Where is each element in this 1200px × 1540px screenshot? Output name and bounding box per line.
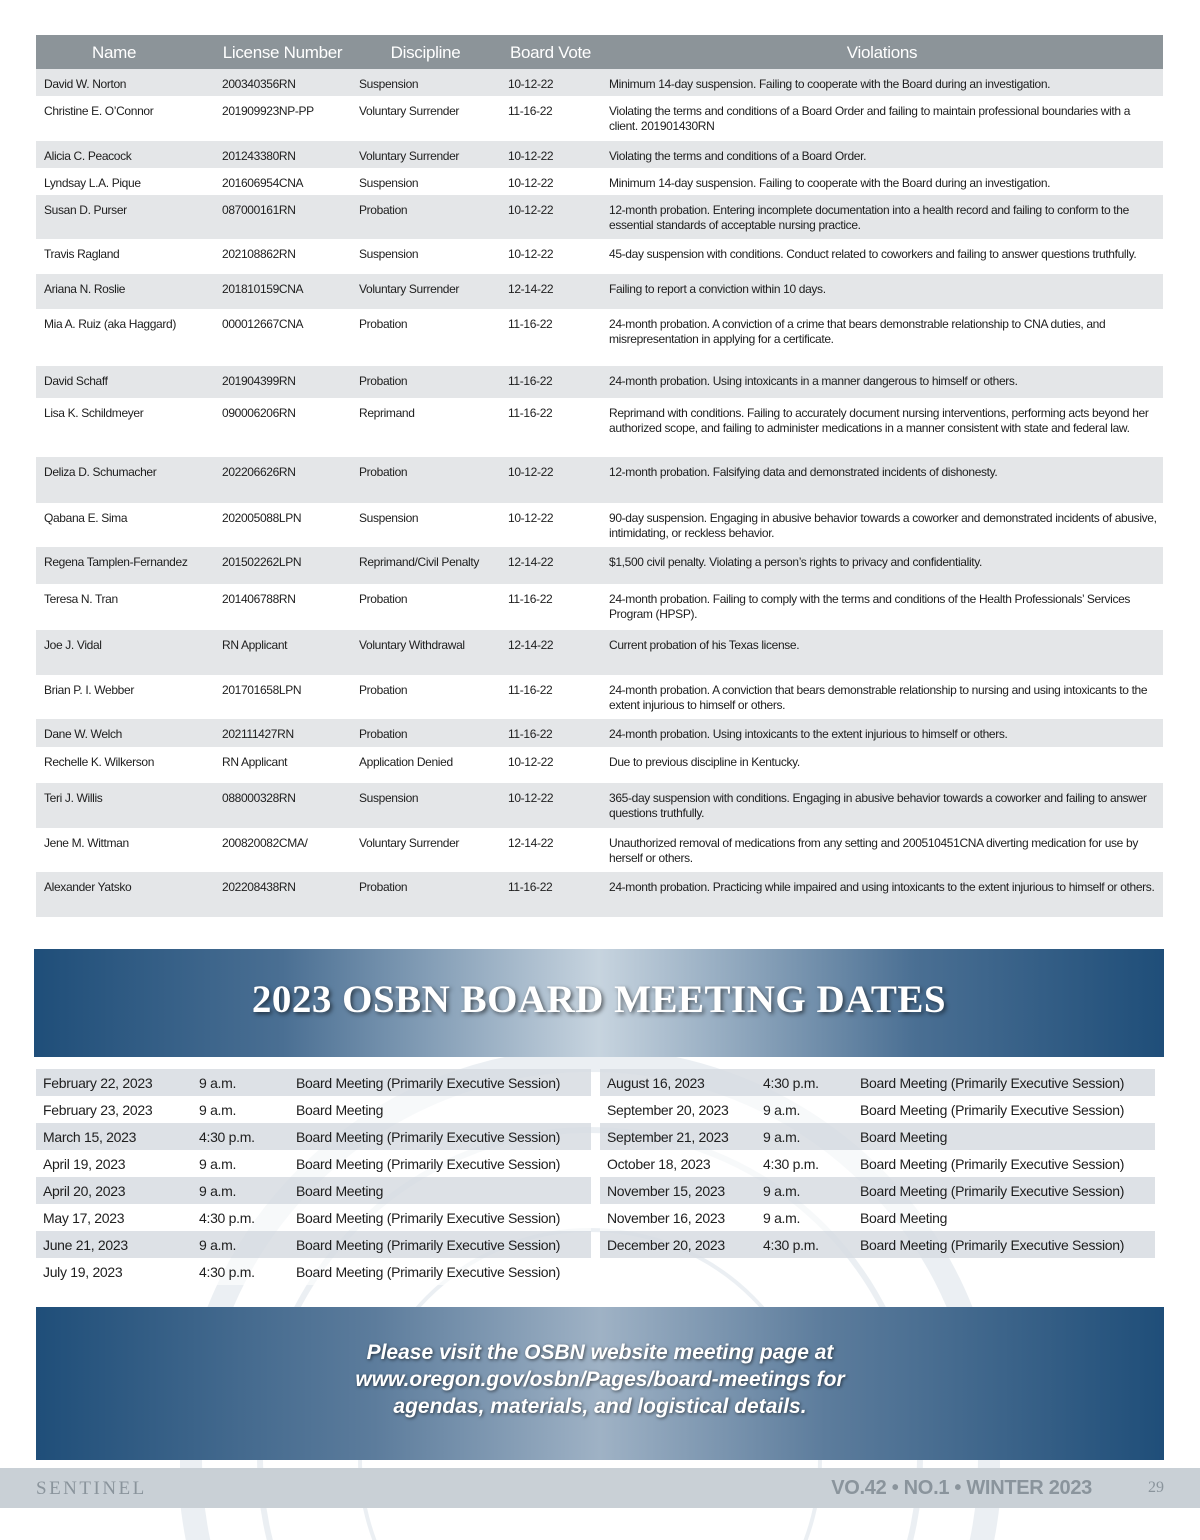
meeting-date: October 18, 2023 (600, 1150, 756, 1177)
cell-name: Travis Ragland (36, 239, 214, 274)
cell-discipline: Suspension (351, 239, 500, 274)
cell-name: Rechelle K. Wilkerson (36, 747, 214, 783)
meeting-date: February 22, 2023 (36, 1069, 192, 1096)
table-row (36, 675, 1163, 719)
table-row (36, 195, 1163, 239)
table-row (36, 366, 1163, 398)
meeting-type: Board Meeting (Primarily Executive Session) (289, 1069, 591, 1096)
cell-name: Ariana N. Roslie (36, 274, 214, 309)
table-header-row (36, 35, 1163, 69)
table-row (36, 239, 1163, 274)
meeting-row (600, 1096, 1155, 1123)
meeting-date: April 19, 2023 (36, 1150, 192, 1177)
meeting-time: 9 a.m. (192, 1231, 289, 1258)
cell-violations: 24-month probation. A conviction that bears demonstrable relationship to nursing and using intoxicants to the extent injurious to himself or others. (601, 675, 1163, 719)
cell-vote: 10-12-22 (500, 69, 601, 96)
cell-discipline: Reprimand/Civil Penalty (351, 547, 500, 584)
meeting-row (600, 1177, 1155, 1204)
cell-name: Teri J. Willis (36, 783, 214, 828)
cell-discipline: Probation (351, 872, 500, 917)
meeting-time: 9 a.m. (192, 1069, 289, 1096)
cell-vote: 10-12-22 (500, 239, 601, 274)
meeting-time: 9 a.m. (192, 1096, 289, 1123)
cell-license: 201243380RN (214, 141, 351, 168)
cell-violations: Current probation of his Texas license. (601, 630, 1163, 675)
cell-violations: Minimum 14-day suspension. Failing to cooperate with the Board during an investigation. (601, 168, 1163, 195)
visit-line-2: www.oregon.gov/osbn/Pages/board-meetings for (355, 1368, 845, 1391)
cell-violations: 24-month probation. Failing to comply with the terms and conditions of the Health Professionals’ Services Program (HPSP). (601, 584, 1163, 630)
cell-violations: Failing to report a conviction within 10 days. (601, 274, 1163, 309)
meeting-time: 4:30 p.m. (756, 1231, 853, 1258)
cell-name: Lisa K. Schildmeyer (36, 398, 214, 457)
meeting-type: Board Meeting (Primarily Executive Session) (853, 1096, 1155, 1123)
table-row (36, 503, 1163, 547)
cell-vote: 12-14-22 (500, 547, 601, 584)
cell-violations: Due to previous discipline in Kentucky. (601, 747, 1163, 783)
cell-license: 201606954CNA (214, 168, 351, 195)
page-footer (0, 1468, 1200, 1508)
cell-name: Regena Tamplen-Fernandez (36, 547, 214, 584)
cell-name: Deliza D. Schumacher (36, 457, 214, 503)
cell-discipline: Suspension (351, 783, 500, 828)
table-row (36, 141, 1163, 168)
cell-vote: 11-16-22 (500, 309, 601, 366)
cell-violations: 24-month probation. A conviction of a crime that bears demonstrable relationship to CNA duties, and misrepresentation in applying for a certificate. (601, 309, 1163, 366)
meeting-type: Board Meeting (Primarily Executive Session) (853, 1150, 1155, 1177)
meeting-row (600, 1204, 1155, 1231)
meeting-type: Board Meeting (Primarily Executive Session) (289, 1150, 591, 1177)
header-license: License Number (214, 35, 351, 69)
meeting-row (36, 1204, 591, 1231)
meeting-date: November 16, 2023 (600, 1204, 756, 1231)
meeting-date: May 17, 2023 (36, 1204, 192, 1231)
meeting-time: 9 a.m. (756, 1204, 853, 1231)
visit-line-3: agendas, materials, and logistical details. (393, 1395, 807, 1418)
meeting-type: Board Meeting (289, 1177, 591, 1204)
cell-discipline: Application Denied (351, 747, 500, 783)
issue-label: VO.42 • NO.1 • WINTER 2023 (831, 1477, 1092, 1499)
table-row (36, 274, 1163, 309)
meeting-type: Board Meeting (Primarily Executive Session) (853, 1177, 1155, 1204)
cell-violations: 24-month probation. Using intoxicants to the extent injurious to himself or others. (601, 719, 1163, 747)
cell-discipline: Reprimand (351, 398, 500, 457)
page-number: 29 (1148, 1479, 1164, 1496)
cell-vote: 11-16-22 (500, 584, 601, 630)
meeting-time: 4:30 p.m. (756, 1069, 853, 1096)
cell-license: 000012667CNA (214, 309, 351, 366)
cell-discipline: Probation (351, 584, 500, 630)
cell-vote: 11-16-22 (500, 398, 601, 457)
meeting-date: September 21, 2023 (600, 1123, 756, 1150)
meeting-time: 9 a.m. (756, 1177, 853, 1204)
meeting-time: 4:30 p.m. (192, 1204, 289, 1231)
discipline-table (36, 35, 1163, 917)
meeting-time: 4:30 p.m. (756, 1150, 853, 1177)
cell-license: 202005088LPN (214, 503, 351, 547)
cell-discipline: Probation (351, 309, 500, 366)
publication-name: SENTINEL (36, 1478, 147, 1499)
meeting-date: February 23, 2023 (36, 1096, 192, 1123)
meeting-date: March 15, 2023 (36, 1123, 192, 1150)
cell-discipline: Suspension (351, 503, 500, 547)
meeting-row (36, 1177, 591, 1204)
meeting-row (36, 1231, 591, 1258)
meeting-date: July 19, 2023 (36, 1258, 192, 1285)
table-row (36, 719, 1163, 747)
meeting-time: 9 a.m. (192, 1150, 289, 1177)
cell-vote: 12-14-22 (500, 828, 601, 872)
meeting-list-right (600, 1069, 1155, 1258)
cell-license: 201909923NP-PP (214, 96, 351, 141)
cell-vote: 10-12-22 (500, 168, 601, 195)
cell-license: 201502262LPN (214, 547, 351, 584)
cell-vote: 11-16-22 (500, 872, 601, 917)
cell-name: Alicia C. Peacock (36, 141, 214, 168)
cell-discipline: Probation (351, 719, 500, 747)
header-name: Name (36, 35, 214, 69)
cell-license: 202206626RN (214, 457, 351, 503)
cell-violations: Minimum 14-day suspension. Failing to cooperate with the Board during an investigation. (601, 69, 1163, 96)
cell-name: David W. Norton (36, 69, 214, 96)
meeting-dates-banner (34, 949, 1164, 1057)
table-row (36, 69, 1163, 96)
meeting-date: June 21, 2023 (36, 1231, 192, 1258)
cell-violations: Violating the terms and conditions of a Board Order. (601, 141, 1163, 168)
meeting-type: Board Meeting (Primarily Executive Session) (853, 1069, 1155, 1096)
cell-license: 202108862RN (214, 239, 351, 274)
cell-name: Mia A. Ruiz (aka Haggard) (36, 309, 214, 366)
visit-text (36, 1339, 1164, 1420)
cell-vote: 11-16-22 (500, 366, 601, 398)
cell-vote: 12-14-22 (500, 274, 601, 309)
meeting-type: Board Meeting (Primarily Executive Session) (289, 1123, 591, 1150)
cell-license: 201904399RN (214, 366, 351, 398)
header-vote: Board Vote (500, 35, 601, 69)
table-row (36, 457, 1163, 503)
cell-vote: 10-12-22 (500, 747, 601, 783)
cell-violations: Reprimand with conditions. Failing to accurately document nursing interventions, performing acts beyond her authorized scope, and failing to administer medications in a manner consistent with state and federal law. (601, 398, 1163, 457)
cell-name: David Schaff (36, 366, 214, 398)
meeting-row (36, 1096, 591, 1123)
cell-license: 202111427RN (214, 719, 351, 747)
cell-license: 088000328RN (214, 783, 351, 828)
meeting-type: Board Meeting (853, 1204, 1155, 1231)
cell-discipline: Voluntary Withdrawal (351, 630, 500, 675)
visit-website-note (36, 1307, 1164, 1460)
meeting-row (36, 1258, 591, 1285)
cell-name: Dane W. Welch (36, 719, 214, 747)
cell-vote: 10-12-22 (500, 457, 601, 503)
meeting-date: December 20, 2023 (600, 1231, 756, 1258)
cell-violations: 90-day suspension. Engaging in abusive behavior towards a coworker and demonstrated incidents of abusive, intimidating, or reckless behavior. (601, 503, 1163, 547)
cell-vote: 11-16-22 (500, 96, 601, 141)
header-violations: Violations (601, 35, 1163, 69)
cell-discipline: Suspension (351, 69, 500, 96)
cell-name: Lyndsay L.A. Pique (36, 168, 214, 195)
meeting-row (36, 1069, 591, 1096)
cell-name: Jene M. Wittman (36, 828, 214, 872)
cell-name: Christine E. O’Connor (36, 96, 214, 141)
cell-vote: 11-16-22 (500, 719, 601, 747)
cell-license: 200340356RN (214, 69, 351, 96)
meeting-type: Board Meeting (853, 1123, 1155, 1150)
cell-discipline: Probation (351, 457, 500, 503)
meeting-row (600, 1150, 1155, 1177)
meeting-type: Board Meeting (Primarily Executive Session) (853, 1231, 1155, 1258)
meeting-time: 9 a.m. (192, 1177, 289, 1204)
table-row (36, 547, 1163, 584)
cell-violations: 12-month probation. Falsifying data and demonstrated incidents of dishonesty. (601, 457, 1163, 503)
table-row (36, 309, 1163, 366)
meeting-time: 9 a.m. (756, 1123, 853, 1150)
meeting-row (600, 1231, 1155, 1258)
cell-license: 202208438RN (214, 872, 351, 917)
cell-license: 201406788RN (214, 584, 351, 630)
table-row (36, 747, 1163, 783)
cell-discipline: Voluntary Surrender (351, 96, 500, 141)
cell-discipline: Probation (351, 366, 500, 398)
meeting-row (600, 1069, 1155, 1096)
cell-discipline: Suspension (351, 168, 500, 195)
cell-discipline: Voluntary Surrender (351, 274, 500, 309)
meeting-date: September 20, 2023 (600, 1096, 756, 1123)
meeting-dates-title: 2023 OSBN BOARD MEETING DATES (251, 978, 947, 1021)
cell-violations: 24-month probation. Practicing while impaired and using intoxicants to the extent injurious to himself or others. (601, 872, 1163, 917)
cell-name: Alexander Yatsko (36, 872, 214, 917)
cell-violations: 365-day suspension with conditions. Engaging in abusive behavior towards a coworker and failing to answer questions truthfully. (601, 783, 1163, 828)
cell-discipline: Voluntary Surrender (351, 828, 500, 872)
cell-discipline: Probation (351, 675, 500, 719)
cell-discipline: Voluntary Surrender (351, 141, 500, 168)
cell-name: Susan D. Purser (36, 195, 214, 239)
meeting-row (36, 1123, 591, 1150)
meeting-time: 9 a.m. (756, 1096, 853, 1123)
meeting-row (36, 1150, 591, 1177)
cell-vote: 10-12-22 (500, 783, 601, 828)
table-row (36, 168, 1163, 195)
meeting-time: 4:30 p.m. (192, 1123, 289, 1150)
cell-vote: 11-16-22 (500, 675, 601, 719)
cell-name: Brian P. I. Webber (36, 675, 214, 719)
cell-license: RN Applicant (214, 747, 351, 783)
meeting-type: Board Meeting (289, 1096, 591, 1123)
table-row (36, 584, 1163, 630)
table-row (36, 398, 1163, 457)
table-row (36, 783, 1163, 828)
cell-license: 087000161RN (214, 195, 351, 239)
meeting-date: April 20, 2023 (36, 1177, 192, 1204)
cell-license: 201810159CNA (214, 274, 351, 309)
cell-violations: Violating the terms and conditions of a Board Order and failing to maintain professional boundaries with a client. 201901430RN (601, 96, 1163, 141)
cell-violations: Unauthorized removal of medications from any setting and 200510451CNA diverting medication for use by herself or others. (601, 828, 1163, 872)
meeting-list-left (36, 1069, 591, 1285)
cell-license: RN Applicant (214, 630, 351, 675)
table-row (36, 828, 1163, 872)
cell-violations: 24-month probation. Using intoxicants in a manner dangerous to himself or others. (601, 366, 1163, 398)
header-discipline: Discipline (351, 35, 500, 69)
meeting-row (600, 1123, 1155, 1150)
cell-vote: 10-12-22 (500, 503, 601, 547)
cell-license: 201701658LPN (214, 675, 351, 719)
visit-line-1: Please visit the OSBN website meeting page at (366, 1341, 834, 1364)
meeting-type: Board Meeting (Primarily Executive Session) (289, 1204, 591, 1231)
cell-violations: $1,500 civil penalty. Violating a person’s rights to privacy and confidentiality. (601, 547, 1163, 584)
table-row (36, 630, 1163, 675)
cell-name: Teresa N. Tran (36, 584, 214, 630)
cell-license: 200820082CMA/ (214, 828, 351, 872)
cell-violations: 45-day suspension with conditions. Conduct related to coworkers and failing to answer questions truthfully. (601, 239, 1163, 274)
meeting-type: Board Meeting (Primarily Executive Session) (289, 1258, 591, 1285)
meeting-time: 4:30 p.m. (192, 1258, 289, 1285)
cell-vote: 10-12-22 (500, 141, 601, 168)
cell-name: Joe J. Vidal (36, 630, 214, 675)
cell-discipline: Probation (351, 195, 500, 239)
meeting-date: November 15, 2023 (600, 1177, 756, 1204)
cell-vote: 10-12-22 (500, 195, 601, 239)
meeting-type: Board Meeting (Primarily Executive Session) (289, 1231, 591, 1258)
cell-license: 090006206RN (214, 398, 351, 457)
meeting-date: August 16, 2023 (600, 1069, 756, 1096)
cell-name: Qabana E. Sima (36, 503, 214, 547)
cell-vote: 12-14-22 (500, 630, 601, 675)
table-row (36, 96, 1163, 141)
cell-violations: 12-month probation. Entering incomplete documentation into a health record and failing to conform to the essential standards of acceptable nursing practice. (601, 195, 1163, 239)
table-row (36, 872, 1163, 917)
